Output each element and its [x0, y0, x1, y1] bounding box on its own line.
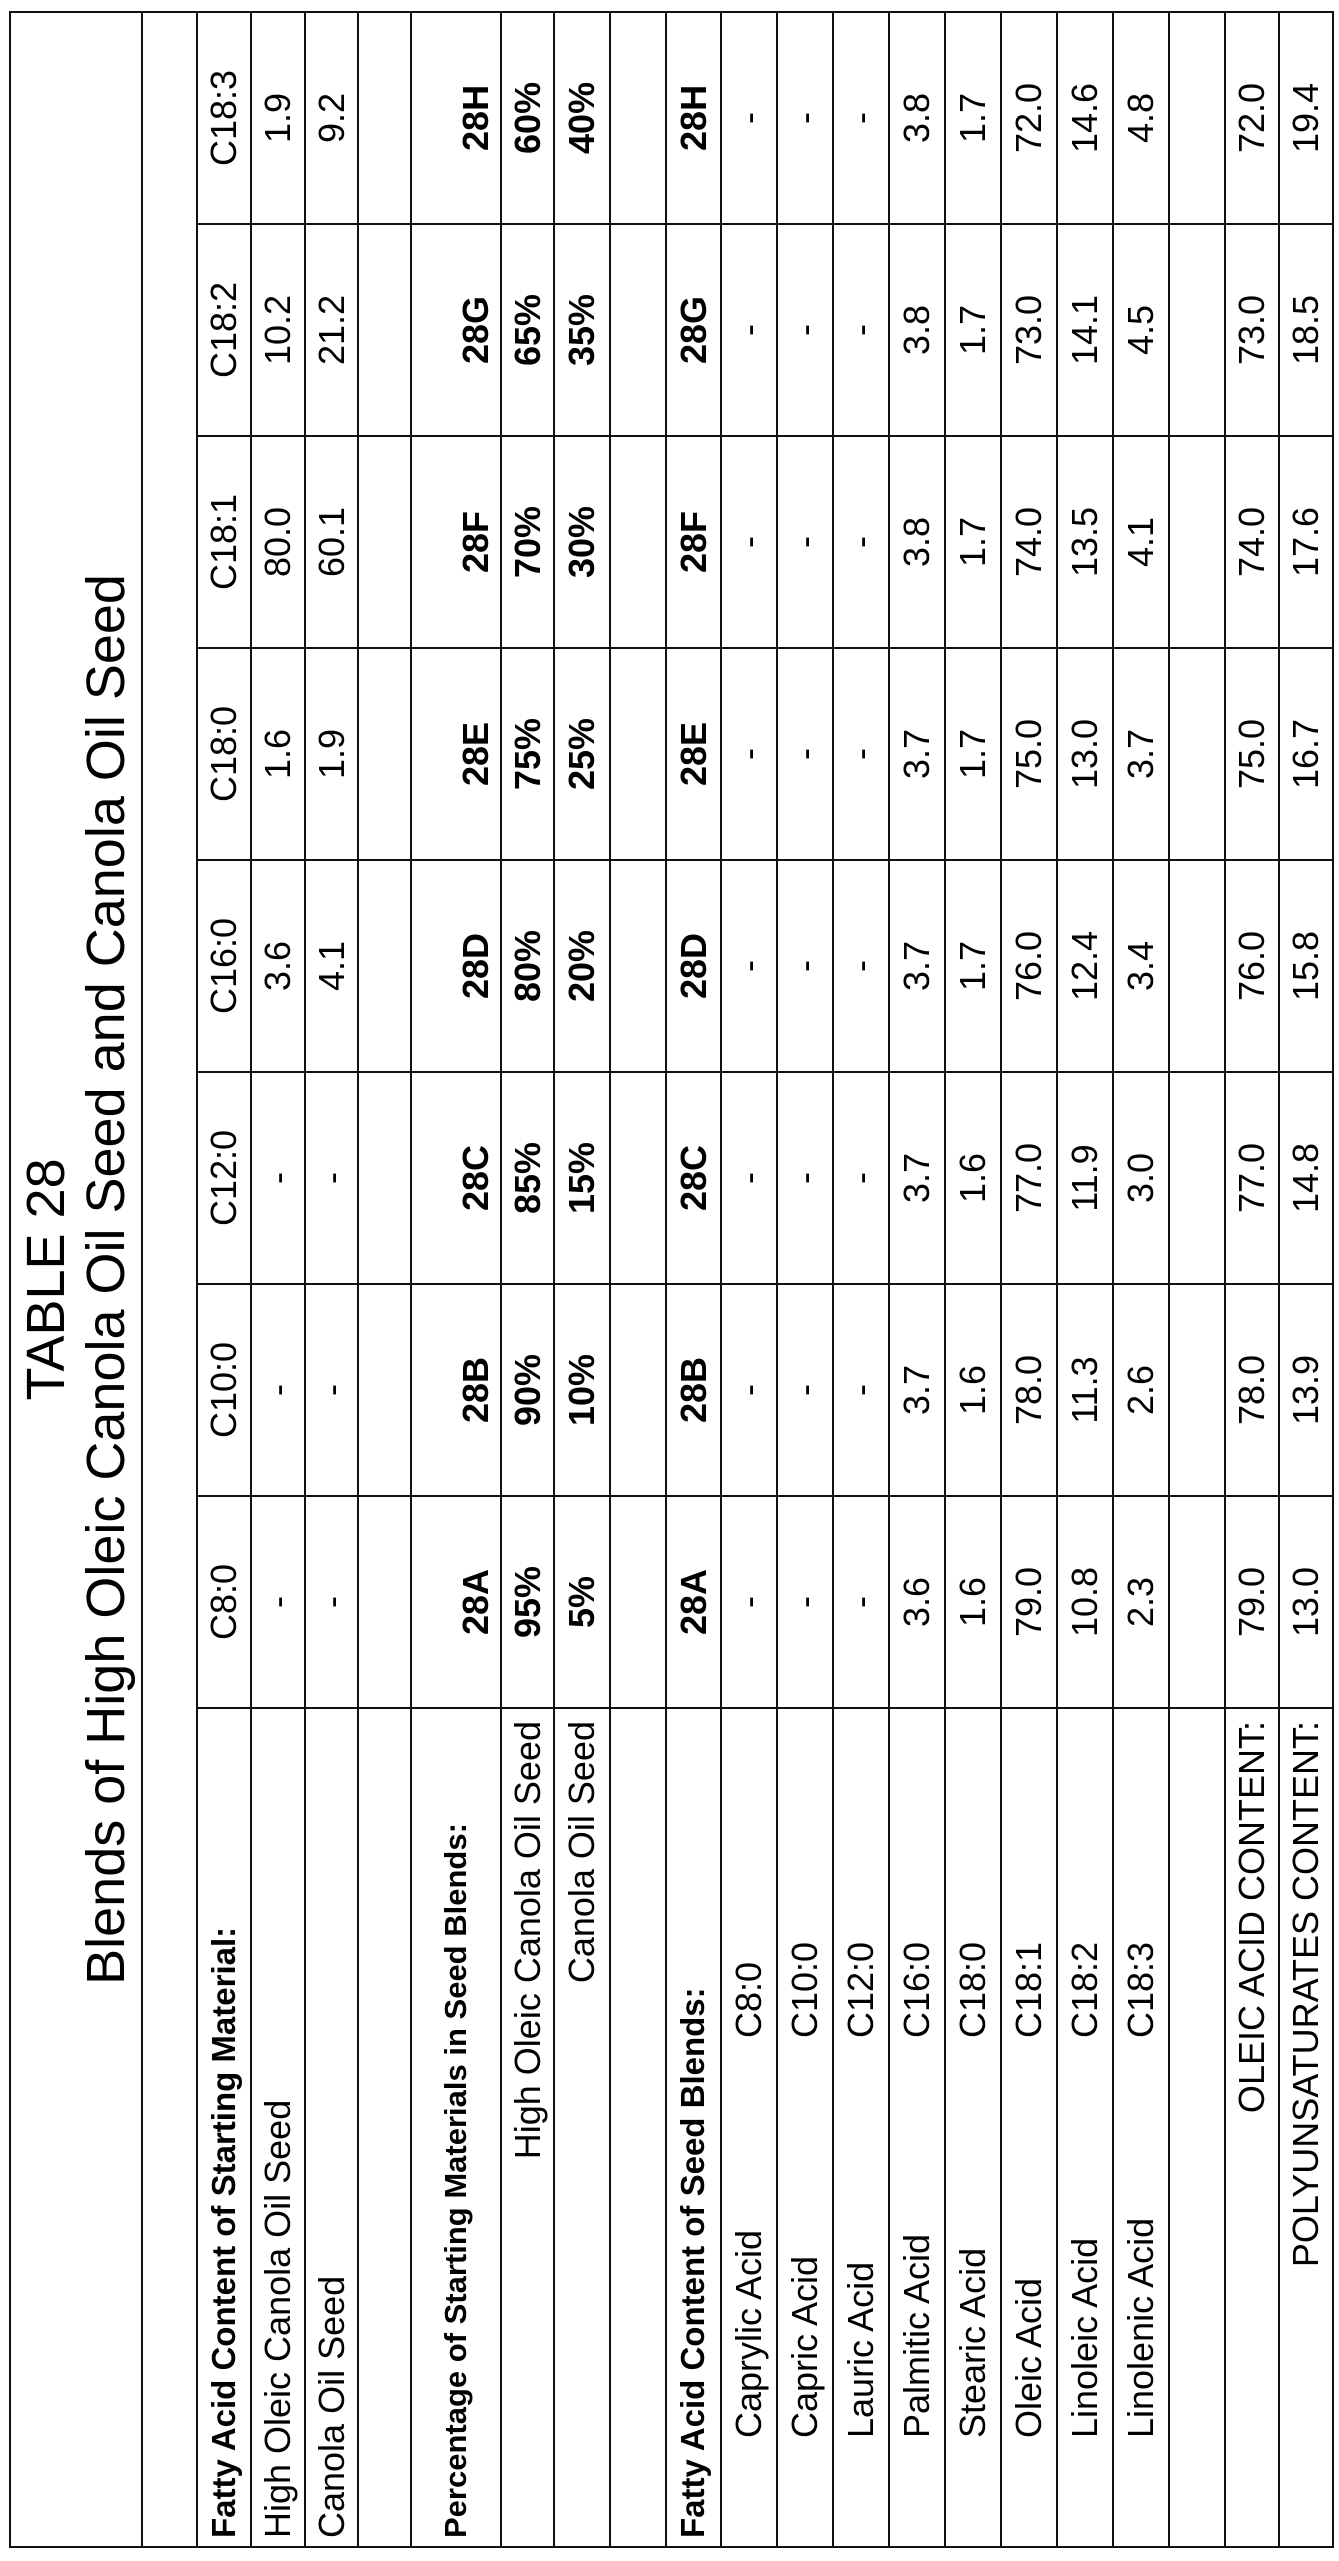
spacer-cell	[358, 1708, 411, 2547]
value-cell: 4.1	[305, 860, 358, 1072]
value-cell: 1.7	[945, 12, 1001, 224]
spacer-cell	[1169, 1072, 1225, 1284]
value-cell: 77.0	[1225, 1072, 1279, 1284]
spacer-cell	[358, 1072, 411, 1284]
spacer-cell	[1169, 860, 1225, 1072]
spacer-cell	[1169, 1496, 1225, 1708]
acid-name: Lauric Acid	[841, 2038, 881, 2538]
row-label: OLEIC ACID CONTENT:	[1225, 1708, 1279, 2547]
value-cell: 14.8	[1279, 1072, 1333, 1284]
value-cell: 1.6	[945, 1072, 1001, 1284]
row-label	[1113, 1708, 1169, 2547]
fatty-acid-row	[777, 12, 833, 2547]
value-cell: -	[305, 1284, 358, 1496]
spacer-cell	[1169, 1708, 1225, 2547]
value-cell: 13.0	[1279, 1496, 1333, 1708]
value-cell: 28D	[411, 860, 501, 1072]
value-cell: 35%	[554, 224, 610, 436]
spacer-cell	[1169, 12, 1225, 224]
value-cell: 79.0	[1225, 1496, 1279, 1708]
value-cell: 19.4	[1279, 12, 1333, 224]
value-cell: 1.7	[945, 860, 1001, 1072]
acid-name: Oleic Acid	[1009, 2038, 1049, 2538]
value-cell: C18:2	[197, 224, 251, 436]
value-cell: 12.4	[1057, 860, 1113, 1072]
value-cell: 13.0	[1057, 648, 1113, 860]
value-cell: 90%	[501, 1284, 554, 1496]
value-cell: 28E	[411, 648, 501, 860]
acid-name: Palmitic Acid	[897, 2038, 937, 2538]
value-cell: 4.5	[1113, 224, 1169, 436]
value-cell: 3.8	[889, 436, 945, 648]
value-cell: 1.6	[251, 648, 305, 860]
spacer-cell	[610, 12, 666, 224]
value-cell: 60%	[501, 12, 554, 224]
row-label: Canola Oil Seed	[554, 1708, 610, 2547]
value-cell: 21.2	[305, 224, 358, 436]
value-cell: -	[833, 860, 889, 1072]
acid-code: C18:0	[953, 1942, 993, 2038]
value-cell: -	[721, 1496, 777, 1708]
value-cell: 70%	[501, 436, 554, 648]
value-cell: 1.7	[945, 648, 1001, 860]
value-cell: 3.6	[251, 860, 305, 1072]
value-cell: C18:1	[197, 436, 251, 648]
acid-code: C8:0	[729, 1962, 769, 2038]
value-cell: 20%	[554, 860, 610, 1072]
row-label	[777, 1708, 833, 2547]
value-cell: 75.0	[1001, 648, 1057, 860]
row-label	[945, 1708, 1001, 2547]
spacer-cell	[1169, 648, 1225, 860]
value-cell: C18:0	[197, 648, 251, 860]
value-cell: 18.5	[1279, 224, 1333, 436]
value-cell: 4.8	[1113, 12, 1169, 224]
value-cell: 28C	[411, 1072, 501, 1284]
value-cell: 1.6	[945, 1284, 1001, 1496]
value-cell: -	[721, 648, 777, 860]
value-cell: -	[721, 224, 777, 436]
value-cell: 77.0	[1001, 1072, 1057, 1284]
value-cell: 2.3	[1113, 1496, 1169, 1708]
value-cell: 2.6	[1113, 1284, 1169, 1496]
value-cell: 28B	[411, 1284, 501, 1496]
value-cell: 75.0	[1225, 648, 1279, 860]
row-label	[833, 1708, 889, 2547]
spacer-cell	[610, 1708, 666, 2547]
value-cell: 3.7	[889, 648, 945, 860]
value-cell: -	[833, 1072, 889, 1284]
summary-row	[1279, 12, 1333, 2547]
spacer-row	[1169, 12, 1225, 2547]
value-cell: 28A	[666, 1496, 721, 1708]
spacer-cell	[610, 1072, 666, 1284]
value-cell: 3.0	[1113, 1072, 1169, 1284]
acid-name: Stearic Acid	[953, 2038, 993, 2538]
value-cell: -	[833, 224, 889, 436]
value-cell: 76.0	[1225, 860, 1279, 1072]
row-label	[1057, 1708, 1113, 2547]
spacer-cell	[358, 648, 411, 860]
value-cell: 74.0	[1001, 436, 1057, 648]
value-cell: 15%	[554, 1072, 610, 1284]
value-cell: C10:0	[197, 1284, 251, 1496]
value-cell: 76.0	[1001, 860, 1057, 1072]
value-cell: -	[833, 1496, 889, 1708]
spacer-cell	[358, 436, 411, 648]
spacer-cell	[610, 1496, 666, 1708]
fatty-acid-row	[721, 12, 777, 2547]
fatty-acid-row	[1057, 12, 1113, 2547]
acid-name: Caprylic Acid	[729, 2038, 769, 2538]
summary-row	[1225, 12, 1279, 2547]
value-cell: 3.7	[889, 1072, 945, 1284]
value-cell: 10.2	[251, 224, 305, 436]
row-label: POLYUNSATURATES CONTENT:	[1279, 1708, 1333, 2547]
value-cell: 1.7	[945, 224, 1001, 436]
value-cell: 28B	[666, 1284, 721, 1496]
acid-code: C12:0	[841, 1942, 881, 2038]
value-cell: 11.3	[1057, 1284, 1113, 1496]
value-cell: 80.0	[251, 436, 305, 648]
row-label: Canola Oil Seed	[305, 1708, 358, 2547]
spacer-cell	[610, 224, 666, 436]
value-cell: 28F	[666, 436, 721, 648]
starting-material-row	[251, 12, 305, 2547]
fatty-acid-row	[833, 12, 889, 2547]
section-heading: Fatty Acid Content of Seed Blends:	[666, 1708, 721, 2547]
value-cell: 3.8	[889, 224, 945, 436]
blend-content-header-row	[666, 12, 721, 2547]
acid-code: C18:2	[1065, 1942, 1105, 2038]
value-cell: -	[305, 1496, 358, 1708]
value-cell: C18:3	[197, 12, 251, 224]
value-cell: -	[777, 12, 833, 224]
value-cell: -	[777, 860, 833, 1072]
row-label	[721, 1708, 777, 2547]
blend-percentage-row	[554, 12, 610, 2547]
row-label	[1001, 1708, 1057, 2547]
value-cell: -	[721, 1284, 777, 1496]
value-cell: 79.0	[1001, 1496, 1057, 1708]
value-cell: 1.9	[305, 648, 358, 860]
value-cell: 28D	[666, 860, 721, 1072]
spacer-cell	[358, 1496, 411, 1708]
spacer-row	[358, 12, 411, 2547]
value-cell: 25%	[554, 648, 610, 860]
spacer-cell	[610, 436, 666, 648]
spacer-cell	[358, 860, 411, 1072]
value-cell: C8:0	[197, 1496, 251, 1708]
value-cell: -	[251, 1496, 305, 1708]
spacer-cell	[1169, 1284, 1225, 1496]
starting-material-header-row	[197, 12, 251, 2547]
value-cell: 28H	[411, 12, 501, 224]
value-cell: 3.4	[1113, 860, 1169, 1072]
blend-percentage-header-row	[411, 12, 501, 2547]
value-cell: 85%	[501, 1072, 554, 1284]
value-cell: -	[721, 1072, 777, 1284]
value-cell: 28G	[666, 224, 721, 436]
value-cell: -	[777, 1496, 833, 1708]
value-cell: 15.8	[1279, 860, 1333, 1072]
value-cell: C16:0	[197, 860, 251, 1072]
value-cell: -	[833, 1284, 889, 1496]
starting-material-row	[305, 12, 358, 2547]
blend-percentage-row	[501, 12, 554, 2547]
value-cell: 9.2	[305, 12, 358, 224]
value-cell: -	[721, 860, 777, 1072]
value-cell: 14.6	[1057, 12, 1113, 224]
value-cell: -	[777, 224, 833, 436]
table-28	[9, 11, 1334, 2548]
value-cell: 72.0	[1225, 12, 1279, 224]
value-cell: 3.7	[889, 1284, 945, 1496]
value-cell: 30%	[554, 436, 610, 648]
value-cell: 17.6	[1279, 436, 1333, 648]
value-cell: -	[251, 1072, 305, 1284]
value-cell: 28H	[666, 12, 721, 224]
value-cell: 1.9	[251, 12, 305, 224]
row-label	[889, 1708, 945, 2547]
spacer-cell	[610, 860, 666, 1072]
spacer-cell	[1169, 436, 1225, 648]
spacer-cell	[610, 648, 666, 860]
value-cell: 74.0	[1225, 436, 1279, 648]
acid-code: C18:3	[1121, 1942, 1161, 2038]
value-cell: -	[721, 12, 777, 224]
value-cell: 1.7	[945, 436, 1001, 648]
value-cell: 78.0	[1225, 1284, 1279, 1496]
title-row	[10, 12, 142, 2547]
value-cell: 3.8	[889, 12, 945, 224]
spacer-cell	[358, 12, 411, 224]
acid-name: Capric Acid	[785, 2038, 825, 2538]
section-heading: Percentage of Starting Materials in Seed Blends:	[411, 1708, 501, 2547]
value-cell: 1.6	[945, 1496, 1001, 1708]
value-cell: 80%	[501, 860, 554, 1072]
value-cell: -	[777, 436, 833, 648]
value-cell: -	[777, 1072, 833, 1284]
value-cell: 40%	[554, 12, 610, 224]
value-cell: 72.0	[1001, 12, 1057, 224]
rotated-page	[0, 0, 1339, 2561]
acid-code: C18:1	[1009, 1942, 1049, 2038]
value-cell: -	[305, 1072, 358, 1284]
value-cell: 4.1	[1113, 436, 1169, 648]
table-title	[10, 12, 142, 2547]
value-cell: 95%	[501, 1496, 554, 1708]
value-cell: -	[833, 12, 889, 224]
fatty-acid-row	[1113, 12, 1169, 2547]
value-cell: -	[777, 648, 833, 860]
value-cell: 65%	[501, 224, 554, 436]
value-cell: 60.1	[305, 436, 358, 648]
acid-name: Linoleic Acid	[1065, 2038, 1105, 2538]
value-cell: 28G	[411, 224, 501, 436]
value-cell: 5%	[554, 1496, 610, 1708]
spacer-cell	[610, 1284, 666, 1496]
spacer-row	[610, 12, 666, 2547]
spacer-cell	[358, 224, 411, 436]
spacer-cell	[1169, 224, 1225, 436]
value-cell: 28F	[411, 436, 501, 648]
value-cell: 3.6	[889, 1496, 945, 1708]
value-cell: 13.9	[1279, 1284, 1333, 1496]
row-label: High Oleic Canola Oil Seed	[251, 1708, 305, 2547]
value-cell: 3.7	[889, 860, 945, 1072]
value-cell: 3.7	[1113, 648, 1169, 860]
value-cell: 28C	[666, 1072, 721, 1284]
table-number: TABLE 28	[16, 13, 76, 2546]
value-cell: -	[777, 1284, 833, 1496]
acid-code: C10:0	[785, 1942, 825, 2038]
value-cell: 16.7	[1279, 648, 1333, 860]
value-cell: 14.1	[1057, 224, 1113, 436]
value-cell: 78.0	[1001, 1284, 1057, 1496]
value-cell: 73.0	[1225, 224, 1279, 436]
spacer-cell	[358, 1284, 411, 1496]
spacer-cell	[142, 12, 197, 2547]
value-cell: -	[721, 436, 777, 648]
value-cell: 75%	[501, 648, 554, 860]
value-cell: 10%	[554, 1284, 610, 1496]
spacer-row	[142, 12, 197, 2547]
value-cell: -	[251, 1284, 305, 1496]
fatty-acid-row	[889, 12, 945, 2547]
value-cell: C12:0	[197, 1072, 251, 1284]
value-cell: -	[833, 436, 889, 648]
value-cell: -	[833, 648, 889, 860]
fatty-acid-row	[1001, 12, 1057, 2547]
value-cell: 28E	[666, 648, 721, 860]
value-cell: 73.0	[1001, 224, 1057, 436]
row-label: High Oleic Canola Oil Seed	[501, 1708, 554, 2547]
value-cell: 10.8	[1057, 1496, 1113, 1708]
value-cell: 13.5	[1057, 436, 1113, 648]
fatty-acid-row	[945, 12, 1001, 2547]
acid-code: C16:0	[897, 1942, 937, 2038]
value-cell: 28A	[411, 1496, 501, 1708]
acid-name: Linolenic Acid	[1121, 2038, 1161, 2538]
section-heading: Fatty Acid Content of Starting Material:	[197, 1708, 251, 2547]
table-caption: Blends of High Oleic Canola Oil Seed and Canola Oil Seed	[76, 13, 136, 2546]
value-cell: 11.9	[1057, 1072, 1113, 1284]
